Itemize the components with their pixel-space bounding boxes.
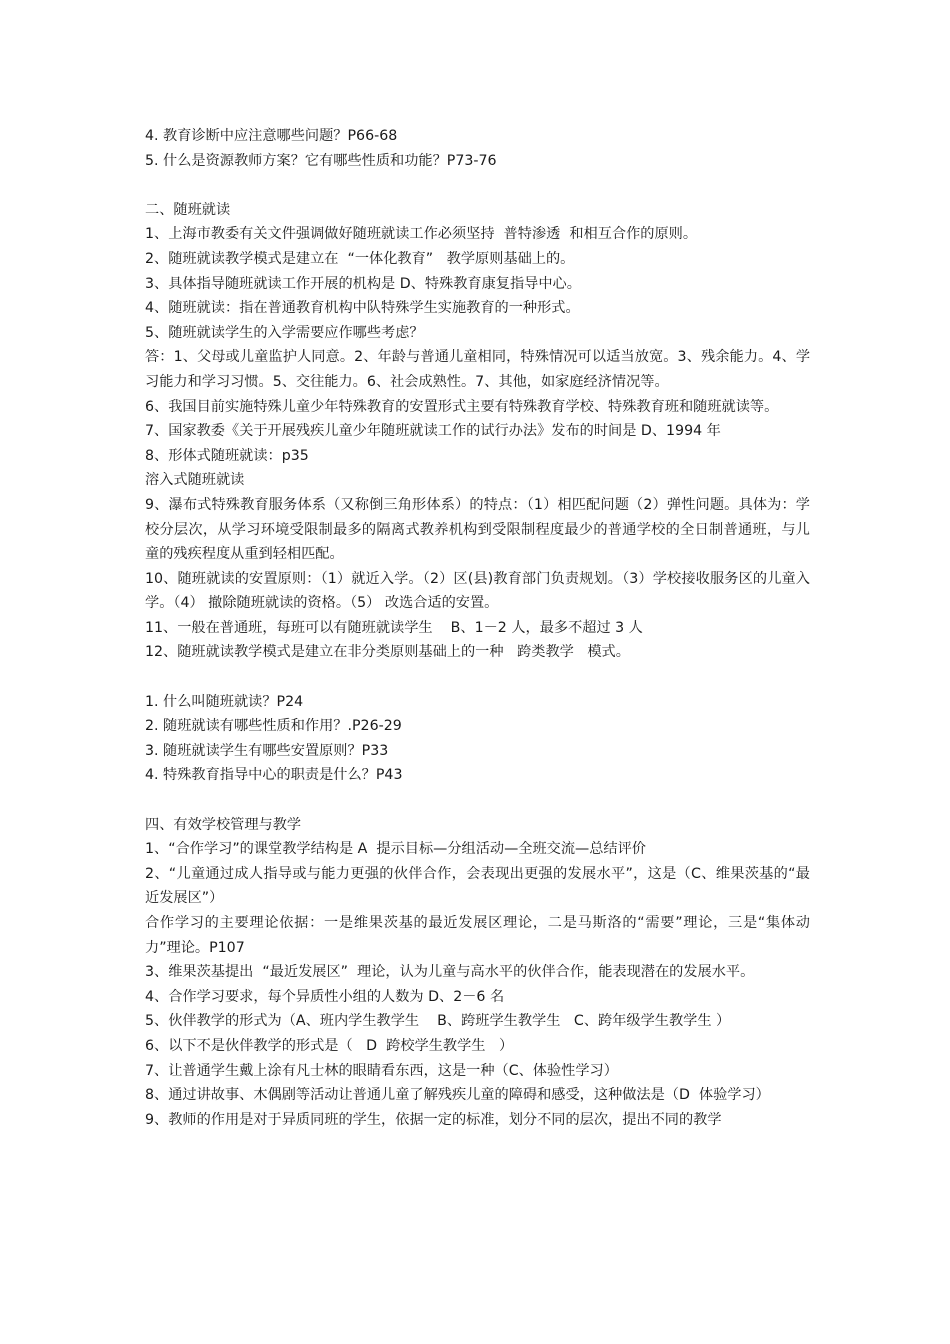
paragraph: 9、教师的作用是对于异质同班的学生，依据一定的标准，划分不同的层次，提出不同的教学 <box>145 1111 722 1128</box>
paragraph: 10、随班就读的安置原则：（1）就近入学。（2）区(县)教育部门负责规划。（3）学校接收服务区的儿童入学。（4） 撤除随班就读的资格。（5） 改选合适的安置。 <box>145 570 810 612</box>
paragraph: 1、“合作学习”的课堂教学结构是 A 提示目标—分组活动—全班交流—总结评价 <box>145 841 646 858</box>
paragraph: 2、随班就读教学模式是建立在 “一体化教育” 教学原则基础上的。 <box>145 250 575 267</box>
paragraph: 8、形体式随班就读：p35 <box>145 447 309 464</box>
question-line: 5. 什么是资源教师方案？它有哪些性质和功能？P73-76 <box>145 152 497 169</box>
paragraph: 6、我国目前实施特殊儿童少年特殊教育的安置形式主要有特殊教育学校、特殊教育班和随班就读等。 <box>145 398 779 415</box>
blank-line <box>145 665 810 690</box>
paragraph: 答：1、父母或儿童监护人同意。2、年龄与普通儿童相同，特殊情况可以适当放宽。3、残余能力。4、学习能力和学习习惯。5、交往能力。6、社会成熟性。7、其他，如家庭经济情况等。 <box>145 349 811 390</box>
paragraph: 8、通过讲故事、木偶剧等活动让普通儿童了解残疾儿童的障碍和感受，这种做法是（D 体验学习） <box>145 1087 770 1104</box>
paragraph: 5、随班就读学生的入学需要应作哪些考虑？ <box>145 324 424 341</box>
paragraph: 溶入式随班就读 <box>145 472 245 489</box>
blank-line <box>145 173 810 198</box>
paragraph: 3、维果茨基提出 “最近发展区” 理论，认为儿童与高水平的伙伴合作，能表现潜在的发展水平。 <box>145 964 755 981</box>
paragraph: 6、以下不是伙伴教学的形式是（ D 跨校学生教学生 ） <box>145 1037 514 1054</box>
paragraph: 5、伙伴教学的形式为（A、班内学生教学生 B、跨班学生教学生 C、跨年级学生教学生 ） <box>145 1013 731 1030</box>
question-line: 3. 随班就读学生有哪些安置原则？P33 <box>145 742 389 759</box>
paragraph: 4、随班就读：指在普通教育机构中队特殊学生实施教育的一种形式。 <box>145 300 580 317</box>
paragraph: 9、瀑布式特殊教育服务体系（又称倒三角形体系）的特点：（1）相匹配问题（2）弹性问题。具体为：学校分层次，从学习环境受限制最多的隔离式教养机构到受限制程度最少的普通学校的全日制普通班，与儿童的残疾程度从重到轻相匹配。 <box>145 496 810 563</box>
paragraph: 12、随班就读教学模式是建立在非分类原则基础上的一种 跨类教学 模式。 <box>145 644 630 661</box>
section-heading: 四、有效学校管理与教学 <box>145 816 302 833</box>
paragraph: 3、具体指导随班就读工作开展的机构是 D、特殊教育康复指导中心。 <box>145 275 581 292</box>
paragraph: 11、一般在普通班，每班可以有随班就读学生 B、1－2 人，最多不超过 3 人 <box>145 619 643 636</box>
question-line: 4. 教育诊断中应注意哪些问题？P66-68 <box>145 128 398 144</box>
question-line: 4. 特殊教育指导中心的职责是什么？P43 <box>145 767 403 784</box>
paragraph: 4、合作学习要求，每个异质性小组的人数为 D、2－6 名 <box>145 988 505 1005</box>
question-line: 2. 随班就读有哪些性质和作用？.P26-29 <box>145 718 402 735</box>
paragraph: 7、让普通学生戴上涂有凡士林的眼睛看东西，这是一种（C、体验性学习） <box>145 1062 618 1079</box>
paragraph: 合作学习的主要理论依据：一是维果茨基的最近发展区理论，二是马斯洛的“需要”理论，三是“集体动力”理论。P107 <box>145 915 810 956</box>
paragraph: 1、上海市教委有关文件强调做好随班就读工作必须坚持 普特渗透 和相互合作的原则。 <box>145 226 698 243</box>
blank-line <box>145 788 810 813</box>
paragraph: 7、国家教委《关于开展残疾儿童少年随班就读工作的试行办法》发布的时间是 D、1994 年 <box>145 423 721 440</box>
question-line: 1. 什么叫随班就读？P24 <box>145 693 304 710</box>
section-heading: 二、随班就读 <box>145 201 231 218</box>
document-body <box>145 124 810 1132</box>
paragraph: 2、“儿童通过成人指导或与能力更强的伙伴合作，会表现出更强的发展水平”，这是（C、维果茨基的“最近发展区”） <box>145 865 810 907</box>
